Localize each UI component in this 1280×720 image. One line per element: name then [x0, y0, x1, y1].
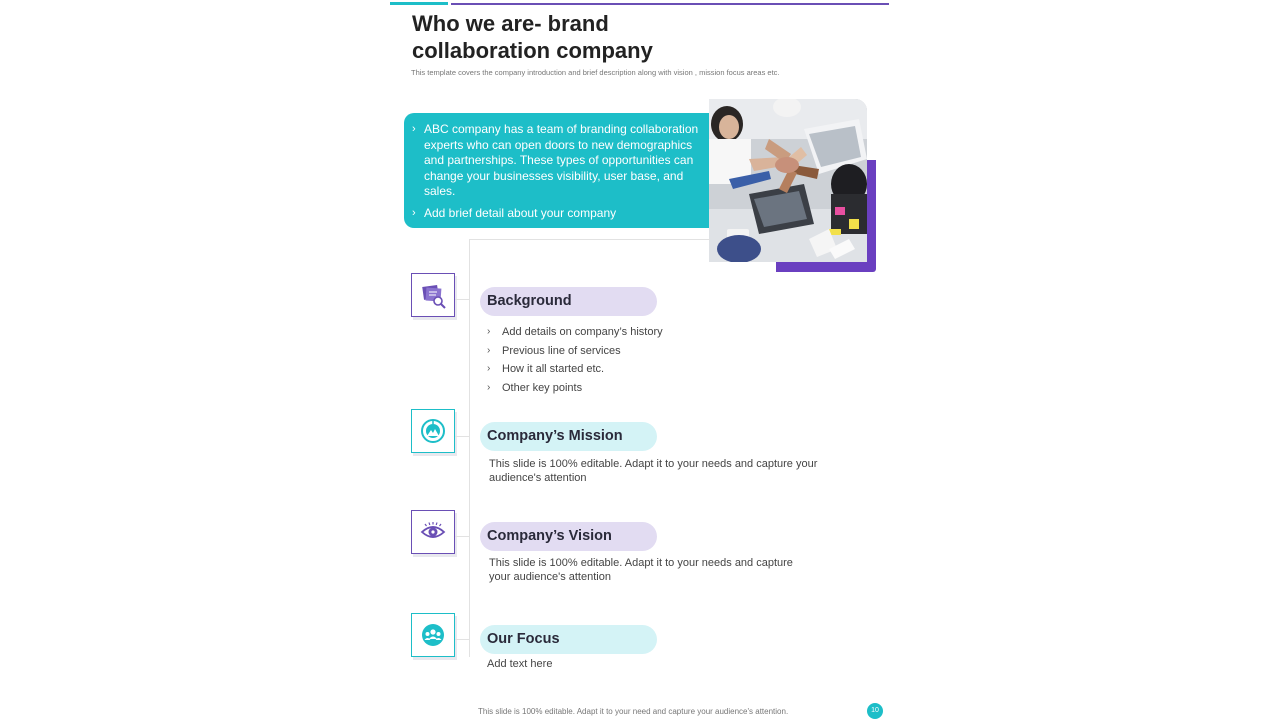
focus-connector — [455, 639, 469, 640]
list-item: › Add details on company’s history — [487, 323, 787, 342]
page-number-badge: 10 — [867, 703, 883, 719]
intro-box — [404, 113, 719, 228]
list-item: › Other key points — [487, 379, 787, 398]
mission-text: This slide is 100% editable. Adapt it to your needs and capture your audience's attention — [489, 458, 818, 484]
background-connector — [455, 299, 469, 300]
team-hands-illustration — [709, 99, 867, 262]
top-accent-teal — [390, 2, 448, 5]
team-hands-photo — [709, 99, 867, 262]
vision-icon-box — [411, 510, 455, 554]
team-focus-icon — [419, 621, 447, 649]
top-accent-purple — [451, 3, 889, 5]
page-subtitle: This template covers the company introduction and brief description along with vision , mission focus areas etc. — [411, 68, 780, 77]
background-icon-box — [411, 273, 455, 317]
footer-note: This slide is 100% editable. Adapt it to your need and capture your audience's attention. — [478, 707, 789, 716]
chevron-right-icon: › — [487, 326, 491, 337]
list-item: › How it all started etc. — [487, 360, 787, 379]
intro-item: › ABC company has a team of branding collaboration experts who can open doors to new demographics and partnerships. These types of opportunities can change your businesses visibility, user base, and sales. — [412, 122, 699, 198]
focus-title-pill: Our Focus — [480, 625, 657, 654]
tree-connector-vertical — [469, 239, 470, 657]
vision-title-pill: Company’s Vision — [480, 522, 657, 551]
mission-title-pill: Company’s Mission — [480, 422, 657, 451]
focus-text: Add text here — [487, 658, 553, 670]
mission-target-icon — [419, 417, 447, 445]
vision-text: This slide is 100% editable. Adapt it to your needs and capture your audience's attention — [489, 557, 793, 583]
page-title: Who we are- brand collaboration company — [412, 11, 653, 63]
intro-item: › Add brief detail about your company — [412, 205, 617, 220]
document-page — [390, 0, 890, 720]
list-item: › Previous line of services — [487, 342, 787, 361]
eye-icon — [419, 518, 447, 546]
vision-connector — [455, 536, 469, 537]
chevron-right-icon: › — [487, 363, 491, 375]
chevron-right-icon: › — [412, 206, 416, 219]
tree-connector-top — [470, 239, 710, 240]
focus-icon-box — [411, 613, 455, 657]
background-title-pill: Background — [480, 287, 657, 316]
chevron-right-icon: › — [487, 382, 491, 394]
background-bullet-list — [487, 323, 787, 398]
research-documents-icon — [419, 281, 447, 309]
chevron-right-icon: › — [487, 344, 491, 356]
mission-icon-box — [411, 409, 455, 453]
mission-connector — [455, 436, 469, 437]
chevron-right-icon: › — [412, 123, 416, 135]
